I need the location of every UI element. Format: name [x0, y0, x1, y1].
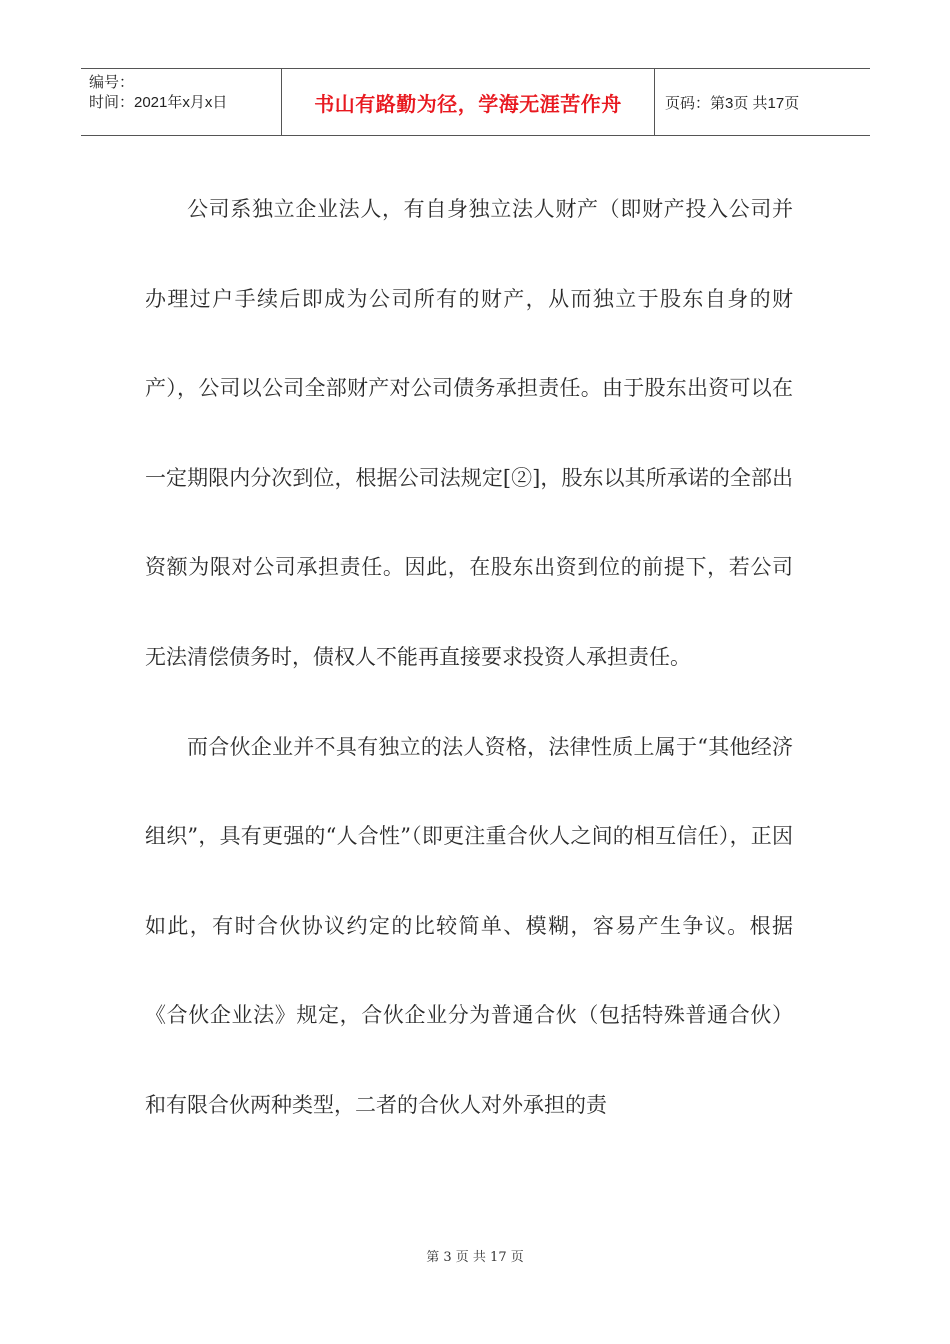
time-label: 时间：2021年x月x日 [89, 94, 228, 111]
paragraph-1: 公司系独立企业法人，有自身独立法人财产（即财产投入公司并办理过户手续后即成为公司所有的财产，从而独立于股东自身的财产），公司以公司全部财产对公司债务承担责任。由于股东出资可以在一定期限内分次到位，根据公司法规定[②]，股东以其所承诺的全部出资额为限对公司承担责任。因此，在股东出资到位的前提下，若公司无法清偿债务时，债权人不能再直接要求投资人承担责任。 [145, 197, 793, 669]
header-page-info: 页码：第3页 共17页 [665, 94, 800, 112]
paragraph-2: 而合伙企业并不具有独立的法人资格，法律性质上属于“其他经济组织”，具有更强的“人合性”（即更注重合伙人之间的相互信任），正因如此，有时合伙协议约定的比较简单、模糊，容易产生争议。根据《合伙企业法》规定，合伙企业分为普通合伙（包括特殊普通合伙）和有限合伙两种类型，二者的合伙人对外承担的责 [145, 734, 793, 1117]
number-label: 编号： [89, 74, 135, 91]
document-header [81, 68, 870, 136]
page-footer: 第 3 页 共 17 页 [426, 1250, 524, 1265]
header-meta [81, 69, 282, 135]
document-body [145, 165, 793, 1151]
header-motto: 书山有路勤为径，学海无涯苦作舟 [282, 69, 655, 135]
